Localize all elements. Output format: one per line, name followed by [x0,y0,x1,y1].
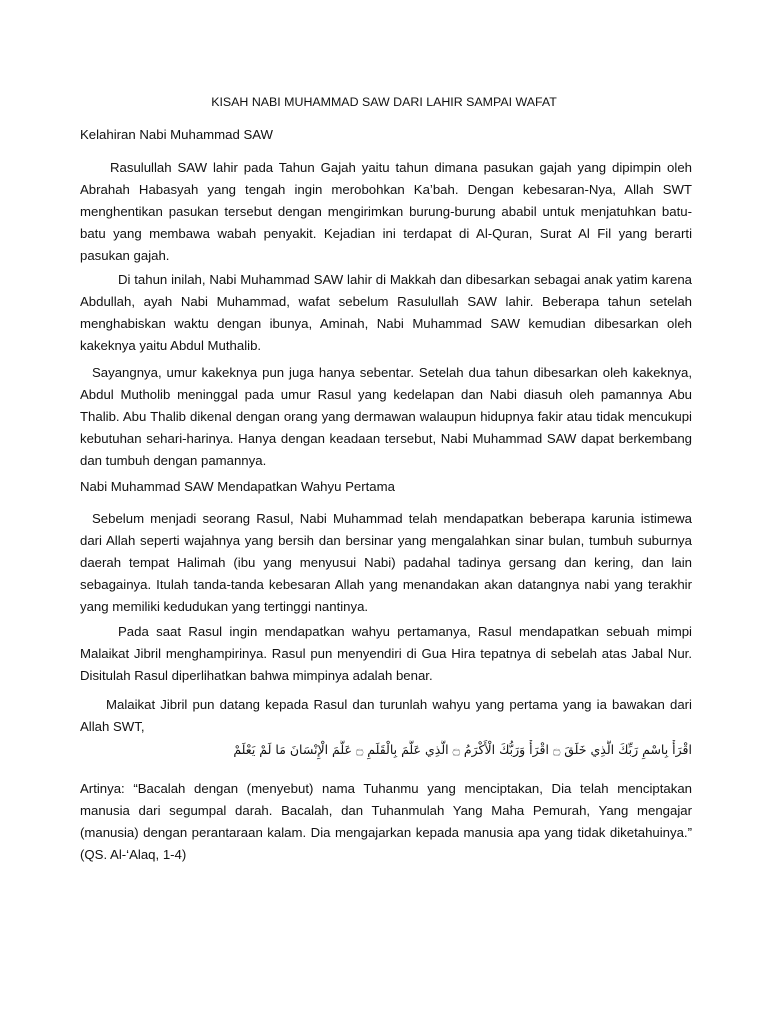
paragraph-revelation-3: Malaikat Jibril pun datang kepada Rasul dan turunlah wahyu yang pertama yang ia bawakan dari Allah SWT, [80,697,692,734]
arabic-verse: اقْرَأْ بِاسْمِ رَبِّكَ الَّذِي خَلَقَ ۝ اقْرَأْ وَرَبُّكَ الْأَكْرَمُ ۝ الَّذِي عَلَّمَ بِالْقَلَمِ ۝ عَلَّمَ الْإِنْسَانَ مَا لَمْ يَعْلَمْ [233,742,692,757]
paragraph-birth-1: Rasulullah SAW lahir pada Tahun Gajah yaitu tahun dimana pasukan gajah yang dipimpin oleh Abrahah Habasyah yang tengah ingin merobohkan Ka’bah. Dengan kebesaran-Nya, Allah SWT menghentikan pasukan tersebut dengan mengirimkan burung-burung ababil untuk menjatuhkan batu-batu yang membawa wabah penyakit. Kejadian ini terdapat di Al-Quran, Surat Al Fil yang berarti pasukan gajah. [80,160,692,263]
section-heading-birth: Kelahiran Nabi Muhammad SAW [80,127,274,142]
verse-translation: Artinya: “Bacalah dengan (menyebut) nama Tuhanmu yang menciptakan, Dia telah menciptakan manusia dari segumpal darah. Bacalah, dan Tuhanmulah Yang Maha Pemurah, Yang mengajar (manusia) dengan perantaraan kalam. Dia mengajarkan kepada manusia apa yang tidak diketahuinya.” (QS. Al-‘Alaq, 1-4) [80,781,692,862]
document-title: KISAH NABI MUHAMMAD SAW DARI LAHIR SAMPAI WAFAT [211,95,557,109]
paragraph-revelation-2: Pada saat Rasul ingin mendapatkan wahyu pertamanya, Rasul mendapatkan sebuah mimpi Malaikat Jibril menghampirinya. Rasul pun menyendiri di Gua Hira tepatnya di sebelah atas Jabal Nur. Disitulah Rasul diperlihatkan bahwa mimpinya adalah benar. [80,624,692,683]
section-heading-revelation: Nabi Muhammad SAW Mendapatkan Wahyu Pertama [80,479,395,494]
paragraph-birth-2: Di tahun inilah, Nabi Muhammad SAW lahir di Makkah dan dibesarkan sebagai anak yatim karena Abdullah, ayah Nabi Muhammad, wafat sebelum Rasulullah SAW lahir. Beberapa tahun setelah menghabiskan waktu dengan ibunya, Aminah, Nabi Muhammad SAW kemudian dibesarkan oleh kakeknya yaitu Abdul Muthalib. [80,272,692,353]
paragraph-birth-3: Sayangnya, umur kakeknya pun juga hanya sebentar. Setelah dua tahun dibesarkan oleh kakeknya, Abdul Mutholib meninggal pada umur Rasul yang kedelapan dan Nabi diasuh oleh pamannya Abu Thalib. Abu Thalib dikenal dengan orang yang dermawan walaupun hidupnya fakir atau tidak mencukupi kebutuhan sehari-harinya. Hanya dengan keadaan tersebut, Nabi Muhammad SAW dapat berkembang dan tumbuh dengan pamannya. [80,365,692,468]
paragraph-revelation-1: Sebelum menjadi seorang Rasul, Nabi Muhammad telah mendapatkan beberapa karunia istimewa dari Allah seperti wajahnya yang bersih dan bersinar yang mengalahkan sinar bulan, tumbuh suburnya daerah tempat Halimah (ibu yang menyusui Nabi) padahal tadinya gersang dan kering, dan lain sebagainya. Itulah tanda-tanda kebesaran Allah yang menandakan akan datangnya nabi yang terakhir yang memiliki kedudukan yang tertinggi nantinya. [80,511,692,614]
